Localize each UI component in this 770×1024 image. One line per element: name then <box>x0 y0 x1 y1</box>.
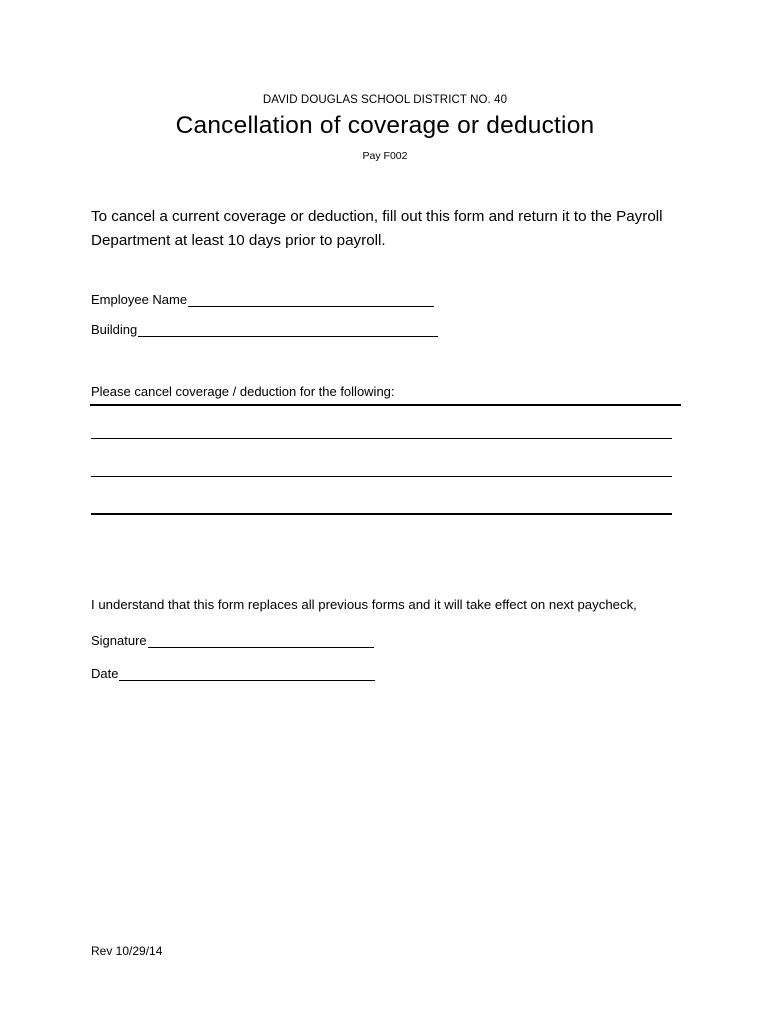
instructions-text: To cancel a current coverage or deduction, fill out this form and return it to the Payroll Department at least 10 days prior to payroll. <box>91 208 663 249</box>
date-input-line[interactable] <box>119 666 375 681</box>
revision-date: Rev 10/29/14 <box>91 944 163 958</box>
signature-field <box>91 633 374 648</box>
cancel-item-line-3[interactable] <box>91 513 672 515</box>
building-input-line[interactable] <box>138 322 438 337</box>
employee-name-input-line[interactable] <box>188 292 434 307</box>
employee-name-field <box>91 292 434 307</box>
section-divider <box>90 404 681 406</box>
cancel-item-line-1[interactable] <box>91 438 672 439</box>
date-label: Date <box>91 666 119 681</box>
date-field <box>91 666 375 681</box>
cancel-item-line-2[interactable] <box>91 476 672 477</box>
cancel-section-label: Please cancel coverage / deduction for the following: <box>91 384 395 399</box>
signature-input-line[interactable] <box>148 633 374 648</box>
district-name: DAVID DOUGLAS SCHOOL DISTRICT NO. 40 <box>262 94 508 106</box>
employee-name-label: Employee Name <box>91 292 188 307</box>
form-number: Pay F002 <box>362 150 408 162</box>
signature-label: Signature <box>91 633 147 648</box>
building-field <box>91 322 438 337</box>
acknowledgement-text: I understand that this form replaces all previous forms and it will take effect on next paycheck, <box>91 597 637 612</box>
building-label: Building <box>91 322 138 337</box>
form-title: Cancellation of coverage or deduction <box>175 112 595 139</box>
